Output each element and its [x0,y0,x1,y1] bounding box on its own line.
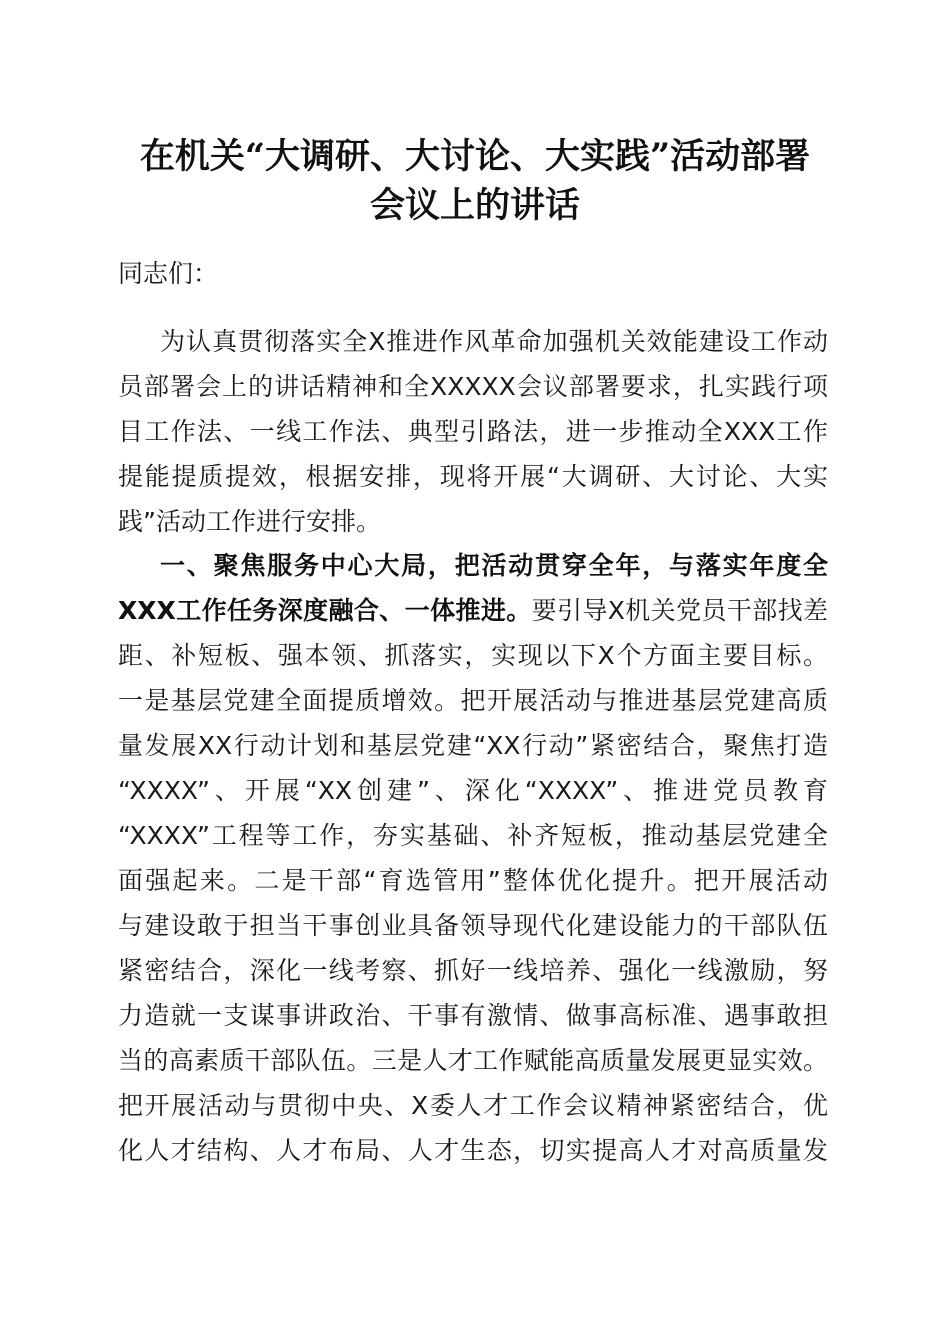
paragraph-1-line: 提能提质提效，根据安排，现将开展“大调研、大讨论、大实 [118,462,828,491]
section-1-text-start: 要引导X机关党员干部找差 [531,596,828,625]
paragraph-1-line: 目工作法、一线工作法、典型引路法，进一步推动全XXX工作 [118,417,828,446]
section-1-heading-continued [118,591,828,631]
section-1-line: 当的高素质干部队伍。三是人才工作赋能高质量发展更显实效。 [118,1046,828,1075]
section-1-line: 与建设敢于担当干事创业具备领导现代化建设能力的干部队伍 [118,911,828,940]
section-1-line: “XXXX”工程等工作，夯实基础、补齐短板，推动基层党建全 [118,821,828,850]
paragraph-1-line: 员部署会上的讲话精神和全XXXXX会议部署要求，扎实践行项 [118,372,828,401]
paragraph-1-line: 践”活动工作进行安排。 [118,507,381,536]
section-1-line: 面强起来。二是干部“育选管用”整体优化提升。把开展活动 [118,866,828,895]
section-1-line: “XXXX”、开展“XX创建”、深化“XXXX”、推进党员教育 [118,776,828,805]
paragraph-1-line: 为认真贯彻落实全X推进作风革命加强机关效能建设工作动 [160,327,828,356]
document-title-line-2: 会议上的讲话 [369,185,580,226]
document-title-line-1: 在机关“大调研、大讨论、大实践”活动部署 [139,136,811,177]
section-1-line: 力造就一支谋事讲政治、干事有激情、做事高标准、遇事敢担 [118,1001,828,1030]
section-1-line: 量发展XX行动计划和基层党建“XX行动”紧密结合，聚焦打造 [118,731,828,760]
section-1-line: 距、补短板、强本领、抓落实，实现以下X个方面主要目标。 [118,641,828,670]
section-1-heading: 一、聚焦服务中心大局，把活动贯穿全年，与落实年度全 [160,551,828,580]
section-1-heading-end: XXX工作任务深度融合、一体推进。 [118,596,532,625]
section-1-line: 一是基层党建全面提质增效。把开展活动与推进基层党建高质 [118,686,828,715]
section-1-line: 化人才结构、人才布局、人才生态，切实提高人才对高质量发 [118,1136,828,1165]
salutation: 同志们： [118,259,219,288]
section-1-line: 紧密结合，深化一线考察、抓好一线培养、强化一线激励，努 [118,956,828,985]
section-1-line: 把开展活动与贯彻中央、X委人才工作会议精神紧密结合，优 [118,1091,828,1120]
